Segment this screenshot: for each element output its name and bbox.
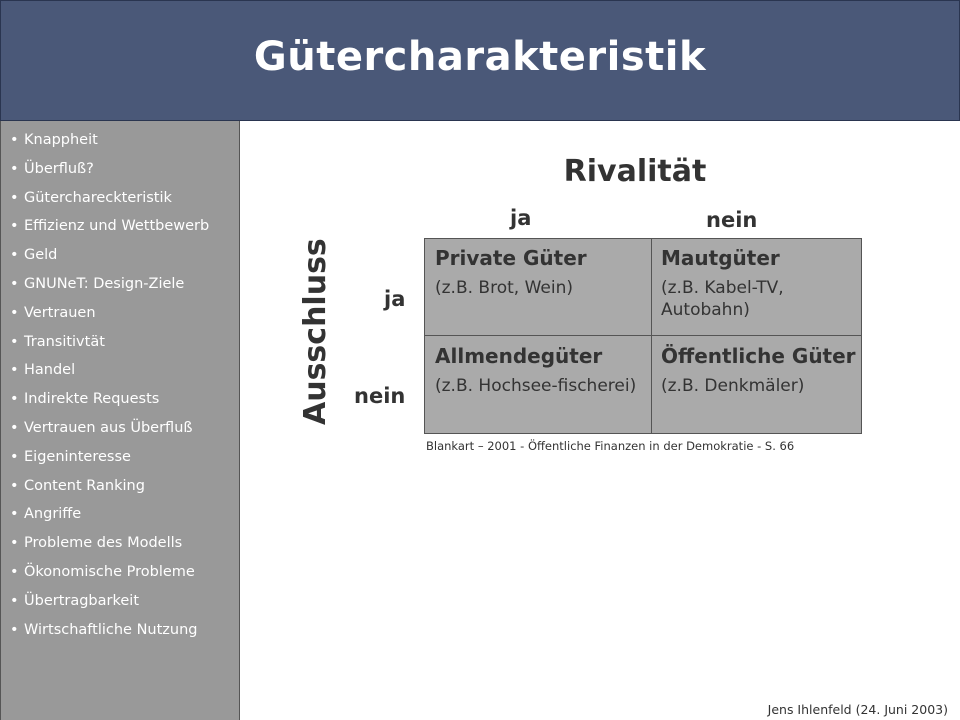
bullet-icon: • <box>10 391 19 408</box>
cell-toll-goods <box>661 245 857 321</box>
nav-item-effizienz[interactable] <box>10 217 239 246</box>
cell-example: (z.B. Kabel-TV, Autobahn) <box>661 278 784 320</box>
bullet-icon: • <box>10 160 19 177</box>
bullet-icon: • <box>10 218 19 235</box>
nav-item-uebertragbarkeit[interactable] <box>10 592 239 621</box>
bullet-icon: • <box>10 304 19 321</box>
cell-private-goods <box>435 245 645 299</box>
column-header-nein: nein <box>706 208 758 232</box>
cell-example: (z.B. Denkmäler) <box>661 376 805 396</box>
bullet-icon: • <box>10 592 19 609</box>
bullet-icon: • <box>10 132 19 148</box>
nav-item-wirtschaftliche-nutzung[interactable] <box>10 621 239 650</box>
row-header-nein: nein <box>354 384 406 408</box>
nav-label: Content Ranking <box>24 477 145 494</box>
column-axis-label: Rivalität <box>563 154 707 189</box>
column-header-ja: ja <box>510 206 532 230</box>
nav-label: Ökonomische Probleme <box>24 563 195 580</box>
bullet-icon: • <box>10 448 19 465</box>
nav-item-content-ranking[interactable] <box>10 477 239 506</box>
author-footer: Jens Ihlenfeld (24. Juni 2003) <box>767 702 948 717</box>
nav-label: Effizienz und Wettbewerb <box>24 218 210 235</box>
cell-example: (z.B. Hochsee-fischerei) <box>435 376 637 396</box>
bullet-icon: • <box>10 275 19 292</box>
nav-item-oekonomische-probleme[interactable] <box>10 563 239 592</box>
bullet-icon: • <box>10 362 19 379</box>
cell-common-goods <box>435 343 645 397</box>
cell-public-goods <box>661 343 857 397</box>
bullet-icon: • <box>10 621 19 638</box>
nav-item-geld[interactable] <box>10 246 239 275</box>
cell-title: Öffentliche Güter <box>661 344 856 368</box>
bullet-icon: • <box>10 189 19 206</box>
cell-example: (z.B. Brot, Wein) <box>435 278 573 298</box>
nav-label: Wirtschaftliche Nutzung <box>24 621 198 638</box>
nav-label: Transitivtät <box>24 333 105 350</box>
nav-list <box>1 121 239 649</box>
slide-title: Gütercharakteristik <box>253 34 707 80</box>
bullet-icon: • <box>10 506 19 523</box>
bullet-icon: • <box>10 563 19 580</box>
row-header-ja: ja <box>384 287 406 311</box>
nav-label: Probleme des Modells <box>24 535 183 552</box>
nav-label: Eigeninteresse <box>24 448 131 465</box>
nav-item-knappheit[interactable] <box>10 131 239 160</box>
nav-item-transitivitaet[interactable] <box>10 333 239 362</box>
matrix-divider-vertical <box>651 239 652 433</box>
cell-title: Private Güter <box>435 246 587 270</box>
nav-label: GNUNeT: Design-Ziele <box>24 275 185 292</box>
nav-item-vertrauen-ueberfluss[interactable] <box>10 419 239 448</box>
bullet-icon: • <box>10 477 19 494</box>
nav-label: Überfluß? <box>24 160 94 177</box>
nav-label: Angriffe <box>24 506 82 523</box>
nav-label: Vertrauen aus Überfluß <box>24 419 193 436</box>
bullet-icon: • <box>10 333 19 350</box>
nav-item-handel[interactable] <box>10 361 239 390</box>
nav-item-ueberfluss[interactable] <box>10 160 239 189</box>
sidebar-nav <box>0 121 240 720</box>
nav-item-vertrauen[interactable] <box>10 304 239 333</box>
goods-matrix <box>424 238 862 434</box>
nav-item-guetercharakteristik[interactable] <box>10 189 239 218</box>
bullet-icon: • <box>10 247 19 264</box>
nav-item-angriffe[interactable] <box>10 505 239 534</box>
nav-label: Handel <box>24 362 76 379</box>
nav-item-indirekte-requests[interactable] <box>10 390 239 419</box>
nav-label: Vertrauen <box>24 304 96 321</box>
nav-item-eigeninteresse[interactable] <box>10 448 239 477</box>
nav-label: Güterchareckteristik <box>24 189 172 206</box>
bullet-icon: • <box>10 419 19 436</box>
nav-label: Geld <box>24 247 58 264</box>
cell-title: Mautgüter <box>661 246 780 270</box>
nav-label: Indirekte Requests <box>24 391 160 408</box>
cell-title: Allmendegüter <box>435 344 603 368</box>
source-citation: Blankart – 2001 - Öffentliche Finanzen in der Demokratie - S. 66 <box>426 439 795 453</box>
row-axis-label: Ausschluss <box>298 238 333 425</box>
bullet-icon: • <box>10 535 19 552</box>
nav-label: Knappheit <box>24 132 98 148</box>
nav-item-probleme-modell[interactable] <box>10 534 239 563</box>
matrix-divider-horizontal <box>425 335 861 336</box>
nav-item-gnunet[interactable] <box>10 275 239 304</box>
nav-label: Übertragbarkeit <box>24 592 140 609</box>
